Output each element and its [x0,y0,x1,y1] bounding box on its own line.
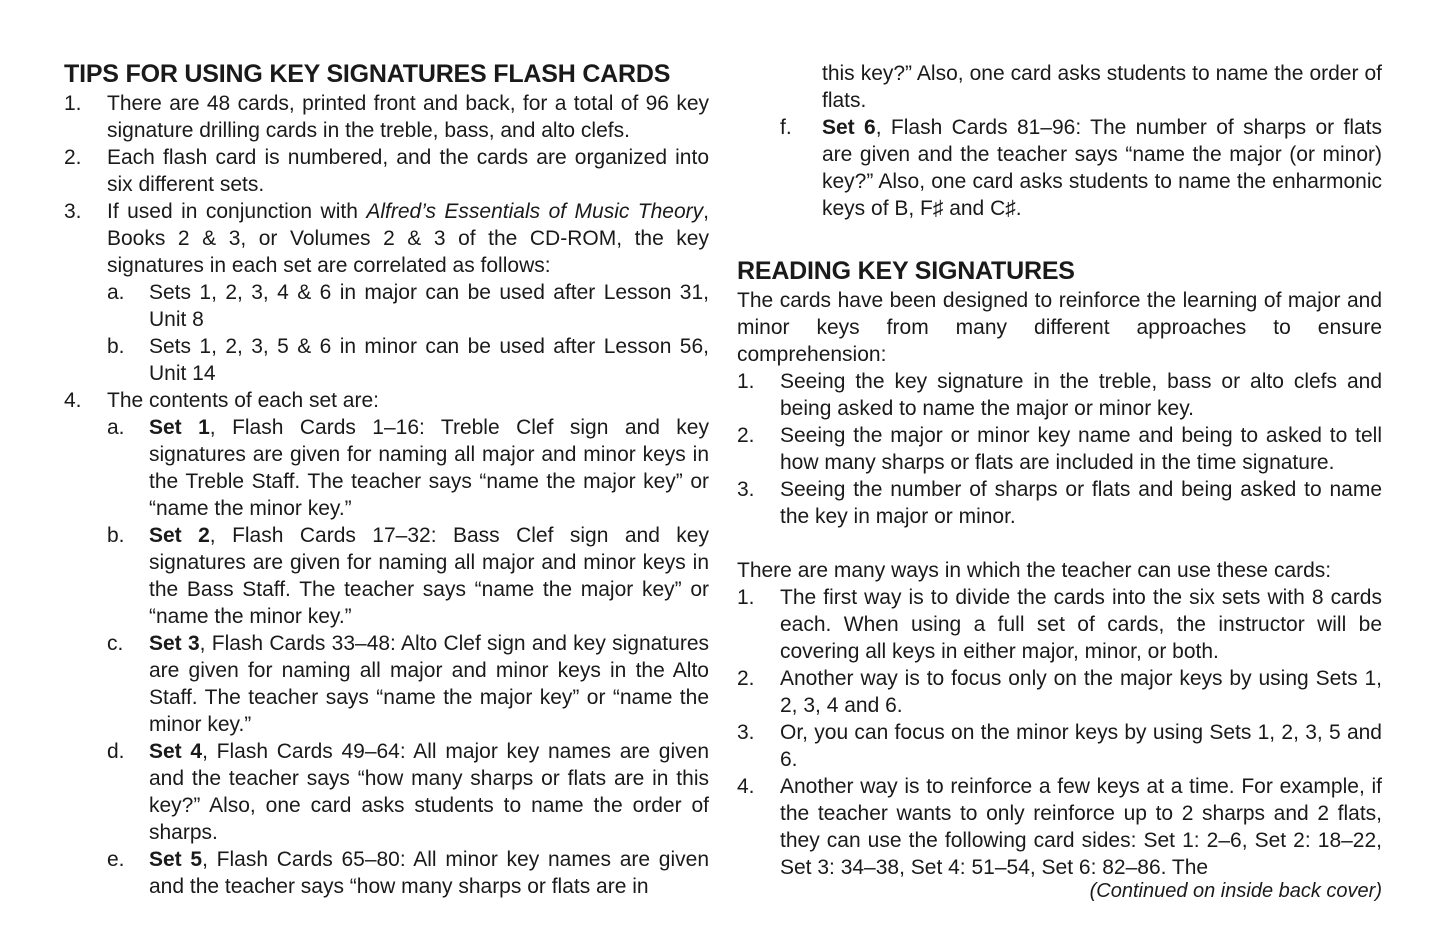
sub-text: Sets 1, 2, 3, 4 & 6 in major can be used after Lesson 31, Unit 8 [149,281,709,331]
item-text: Seeing the major or minor key name and being to asked to tell how many sharps or flats are included in the time signature. [780,424,1382,474]
sub-letter: f. [780,116,792,139]
sub-letter: d. [107,740,125,763]
item-number: 1. [64,92,82,115]
item-number: 3. [737,478,755,501]
ways-item-4 [737,773,1382,881]
continued-note: (Continued on inside back cover) [1089,880,1382,902]
set-label: Set 1 [149,416,210,439]
reading-intro: The cards have been designed to reinforce the learning of major and minor keys from many different approaches to ensure comprehension: [737,289,1382,366]
set-5-continued [737,60,1382,114]
item-text: Each flash card is numbered, and the cards are organized into six different sets. [107,146,709,196]
tips-item-3a [64,279,709,333]
tips-item-2 [64,144,709,198]
sub-letter: c. [107,632,124,655]
ways-item-3 [737,719,1382,773]
tips-item-4 [64,387,709,414]
reading-heading: READING KEY SIGNATURES [737,257,1075,285]
item-number: 2. [64,146,82,169]
set-1-description [64,414,709,522]
sub-letter: a. [107,416,125,439]
sub-text: , Flash Cards 1–16: Treble Clef sign and key signatures are given for naming all major and minor keys in the Treble Staff. The teacher says “name the major key” or “name the minor key.” [149,416,709,520]
set-label: Set 2 [149,524,210,547]
sub-text: , Flash Cards 81–96: The number of sharps or flats are given and the teacher says “name the major (or minor) key?” Also, one card asks students to name the enharmonic keys of B, F♯ and C♯. [822,116,1383,220]
sub-letter: e. [107,848,125,871]
sub-letter: b. [107,524,125,547]
item-text: Seeing the number of sharps or flats and being asked to name the key in major or minor. [780,478,1382,528]
reading-item-1 [737,368,1382,422]
set-5-description [64,846,709,900]
ways-intro: There are many ways in which the teacher can use these cards: [737,559,1332,582]
book-title: Alfred’s Essentials of Music Theory [366,200,704,223]
item-text: There are 48 cards, printed front and back, for a total of 96 key signature drilling cards in the treble, bass, and alto clefs. [107,92,709,142]
item-number: 2. [737,424,755,447]
set-label: Set 4 [149,740,203,763]
item-number: 1. [737,370,755,393]
item-text: Or, you can focus on the minor keys by using Sets 1, 2, 3, 5 and 6. [780,721,1382,771]
item-number: 4. [64,389,82,412]
item-number: 3. [64,200,82,223]
set-label: Set 6 [822,116,876,139]
reading-item-2 [737,422,1382,476]
item-text-post: , Books 2 & 3, or Volumes 2 & 3 of the CD-ROM, the key signatures in each set are correlated as follows: [107,200,710,277]
ways-item-2 [737,665,1382,719]
sub-letter: a. [107,281,125,304]
sub-text: Sets 1, 2, 3, 5 & 6 in minor can be used after Lesson 56, Unit 14 [149,335,709,385]
item-number: 3. [737,721,755,744]
tips-item-3 [64,198,709,279]
continued-text: this key?” Also, one card asks students to name the order of flats. [822,62,1382,112]
tips-heading: TIPS FOR USING KEY SIGNATURES FLASH CARDS [64,60,671,88]
sub-text: , Flash Cards 33–48: Alto Clef sign and key signatures are given for naming all major and minor keys in the Alto Staff. The teacher says “name the major key” or “name the minor key.” [149,632,709,736]
item-text: Another way is to focus only on the major keys by using Sets 1, 2, 3, 4 and 6. [780,667,1382,717]
item-text-pre: If used in conjunction with [107,200,367,223]
set-3-description [64,630,709,738]
right-column [737,60,1382,881]
spacer [737,222,1382,255]
tips-item-1 [64,90,709,144]
sub-letter: b. [107,335,125,358]
reading-item-3 [737,476,1382,530]
item-text: The first way is to divide the cards into the six sets with 8 cards each. When using a full set of cards, the instructor will be covering all keys in either major, minor, or both. [780,586,1382,663]
item-number: 2. [737,667,755,690]
ways-item-1 [737,584,1382,665]
item-text: Seeing the key signature in the treble, bass or alto clefs and being asked to name the major or minor key. [780,370,1382,420]
set-2-description [64,522,709,630]
item-number: 4. [737,775,755,798]
tips-item-3b [64,333,709,387]
left-column [64,58,709,900]
set-6-description [737,114,1382,222]
sub-text: , Flash Cards 17–32: Bass Clef sign and key signatures are given for naming all major and minor keys in the Bass Staff. The teacher says “name the major key” or “name the minor key.” [149,524,709,628]
set-label: Set 5 [149,848,203,871]
item-text: The contents of each set are: [107,389,379,412]
set-4-description [64,738,709,846]
set-label: Set 3 [149,632,200,655]
spacer [737,530,1382,557]
item-number: 1. [737,586,755,609]
sub-text: , Flash Cards 65–80: All minor key names are given and the teacher says “how many sharps or flats are in [149,848,709,898]
sub-text: , Flash Cards 49–64: All major key names are given and the teacher says “how many sharps or flats are in this key?” Also, one card asks students to name the order of sharps. [149,740,709,844]
item-text: Another way is to reinforce a few keys at a time. For example, if the teacher wants to only reinforce up to 2 sharps and 2 flats, they can use the following card sides: Set 1: 2–6, Set 2: 18–22, Set 3: 34–38, Set 4: 51–54, Set 6: 82–86. The [780,775,1382,879]
